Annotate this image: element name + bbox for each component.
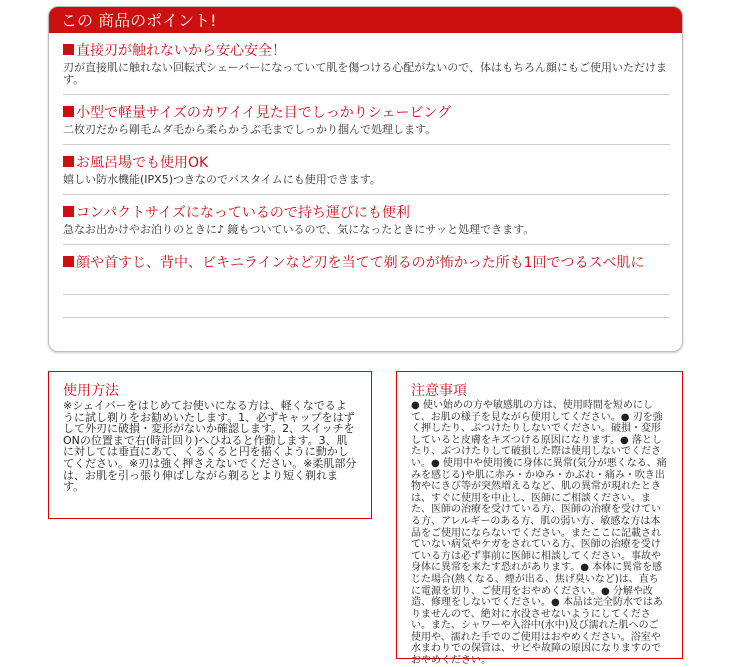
square-bullet-icon xyxy=(63,206,74,217)
point-heading: コンパクトサイズになっているので持ち運びにも便利 xyxy=(76,205,410,221)
point-item xyxy=(63,95,670,145)
product-points-panel xyxy=(48,6,683,352)
square-bullet-icon xyxy=(63,106,74,117)
caution-box xyxy=(396,371,683,667)
point-text: 急なお出かけやお泊りのときに♪ 鏡もついているので、気になったときにサッと処理できます。 xyxy=(63,223,535,236)
usage-box xyxy=(48,371,372,519)
point-item xyxy=(63,33,670,95)
point-item xyxy=(63,245,670,295)
point-item xyxy=(63,145,670,195)
point-heading: お風呂場でも使用OK xyxy=(76,155,209,171)
divider xyxy=(63,295,670,318)
caution-title: 注意事項 xyxy=(411,383,467,399)
square-bullet-icon xyxy=(63,256,74,267)
point-text: 二枚刃だから剛毛ムダ毛から柔らかうぶ毛までしっかり掴んで処理します。 xyxy=(63,123,437,136)
square-bullet-icon xyxy=(63,44,74,55)
usage-text: ※シェイバーをはじめてお使いになる方は、軽くなでるように試し剃りをお勧めいたします。1、必ずキャップをはずして外刃に破損・変形がないか確認します。2、スイッチをONの位置まで右(時計回り)へひねると作動します。3、肌に対しては垂直にあて、くるくると円を描くように動かしてください。※刃は強く押さえないでください。※柔肌部分は、お肌を引っ張り伸ばしながら剃るとより短く剃れます。 xyxy=(63,399,357,494)
point-item xyxy=(63,195,670,245)
product-points-title: この 商品のポイント! xyxy=(49,7,682,33)
square-bullet-icon xyxy=(63,156,74,167)
caution-text: ● 使い始めの方や敏感肌の方は、使用時間を短めにして、お肌の様子を見ながら使用してください。● 刃を強く押したり、ぶつけたりしないでください。破損・変形していると皮膚をキズつける原因になります。● 落としたり、ぶつけたりして破損した際は使用しないでください。● 使用中や使用後に身体に異常(気分が悪くなる、痛みを感じる)や肌に赤み・かゆみ・かぶれ・痛み・吹き出物やにきび等が突然増えるなど、肌の異常が現れたときは、すぐに使用を中止し、医師にご相談ください。また、医師の治療を受けている方、医師の治療を受けている方、アレルギーのある方、肌の弱い方、敏感な方は本品をご使用にならないでください。またここに記載されていない病気やケガをされている方、医師の治療を受けている方は必ず事前に医師に相談してください。事故や身体に異常を来たす恐れがあります。● 本体に異常を感じた場合(熱くなる、煙が出る、焦げ臭いなど)は、直ちに電源を切り、ご使用をおやめください。● 分解や改造、修理をしないでください。● 本品は完全防水ではありませんので、絶対に水没させないようにしてください。また、シャワーや入浴中(水中)及び濡れた肌へのご使用や、濡れた手でのご使用はおやめください。浴室や水まわりでの保管は、サビや故障の原因になりますのでおやめください。 xyxy=(411,400,667,667)
usage-title: 使用方法 xyxy=(63,383,119,399)
point-text: 嬉しい防水機能(IPX5)つきなのでバスタイムにも使用できます。 xyxy=(63,173,381,186)
point-heading: 顔や首すじ、背中、ビキニラインなど刃を当てて剃るのが怖かった所も1回でつるスベ肌に xyxy=(76,255,645,271)
point-text: 刃が直接肌に触れない回転式シェーバーになっていて肌を傷つける心配がないので、体はもちろん顔にもご使用いただけます。 xyxy=(63,61,668,86)
point-heading: 直接刃が触れないから安心安全！ xyxy=(76,43,286,59)
point-heading: 小型で軽量サイズのカワイイ見た目でしっかりシェービング xyxy=(76,105,452,121)
